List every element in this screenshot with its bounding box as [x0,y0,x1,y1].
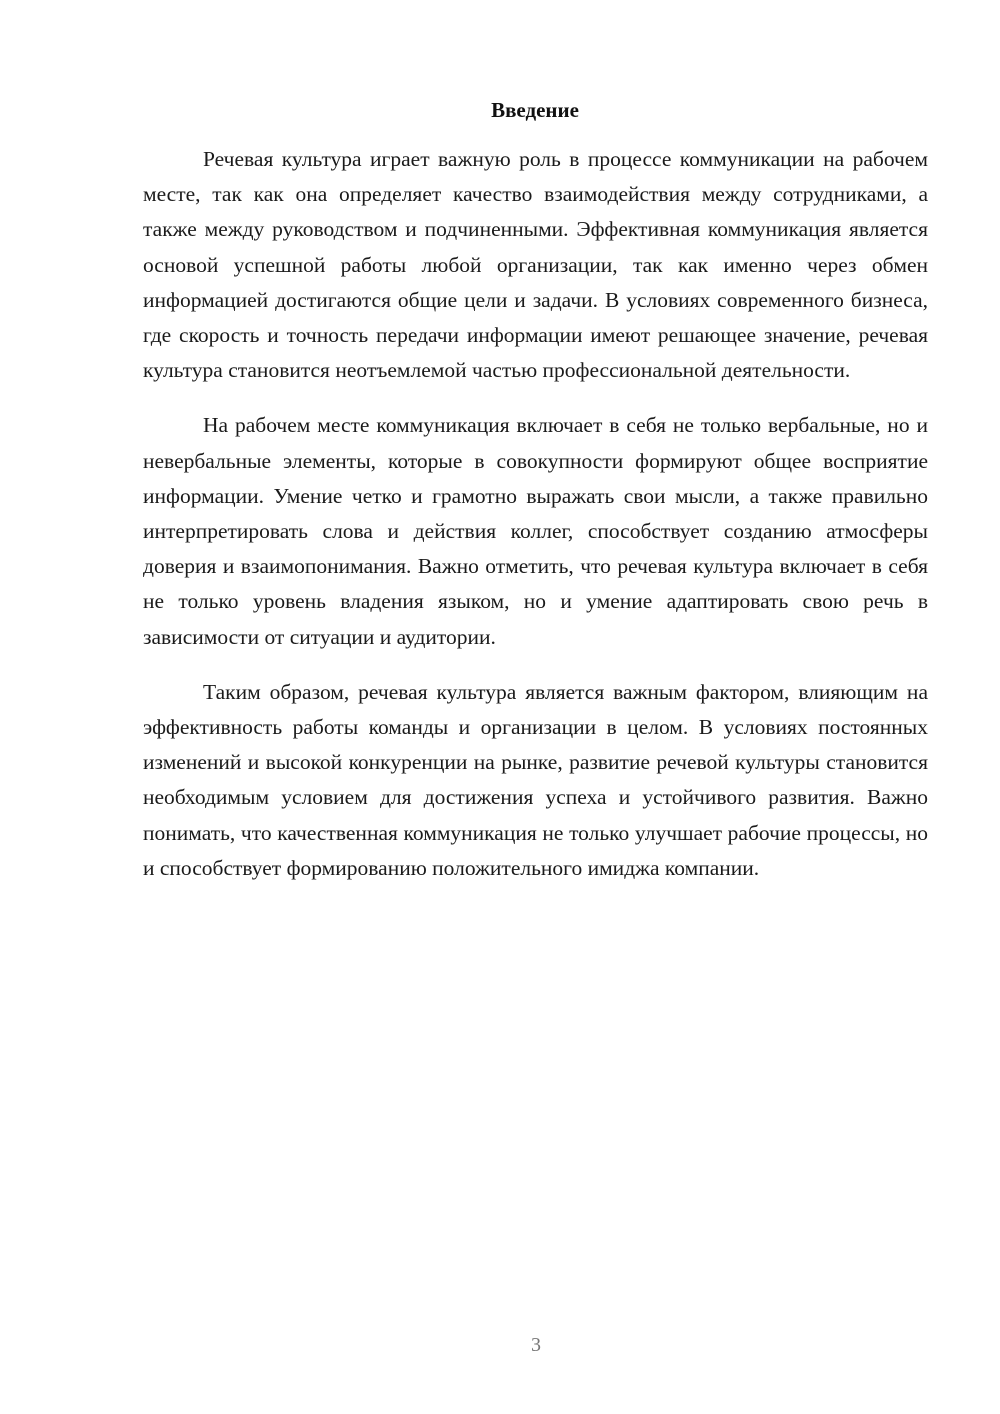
paragraph-3: Таким образом, речевая культура является важным фактором, влияющим на эффективность работы команды и организации в целом. В условиях постоянных изменений и высокой конкуренции на рынке, развитие речевой культуры становится необходимым условием для достижения успеха и устойчивого развития. Важно понимать, что качественная коммуникация не только улучшает рабочие процессы, но и способствует формированию положительного имиджа компании. [143,679,928,880]
page-number: 3 [531,1334,541,1356]
page-title: Введение [491,98,579,122]
paragraph-2: На рабочем месте коммуникация включает в себя не только вербальные, но и невербальные элементы, которые в совокупности формируют общее восприятие информации. Умение четко и грамотно выражать свои мысли, а также правильно интерпретировать слова и действия коллег, способствует созданию атмосферы доверия и взаимопонимания. Важно отметить, что речевая культура включает в себя не только уровень владения языком, но и умение адаптировать свою речь в зависимости от ситуации и аудитории. [143,413,928,649]
document-body [143,142,928,906]
paragraph-1: Речевая культура играет важную роль в процессе коммуникации на рабочем месте, так как она определяет качество взаимодействия между сотрудниками, а также между руководством и подчиненными. Эффективная коммуникация является основой успешной работы любой организации, так как именно через обмен информацией достигаются общие цели и задачи. В условиях современного бизнеса, где скорость и точность передачи информации имеют решающее значение, речевая культура становится неотъемлемой частью профессиональной деятельности. [143,147,928,383]
